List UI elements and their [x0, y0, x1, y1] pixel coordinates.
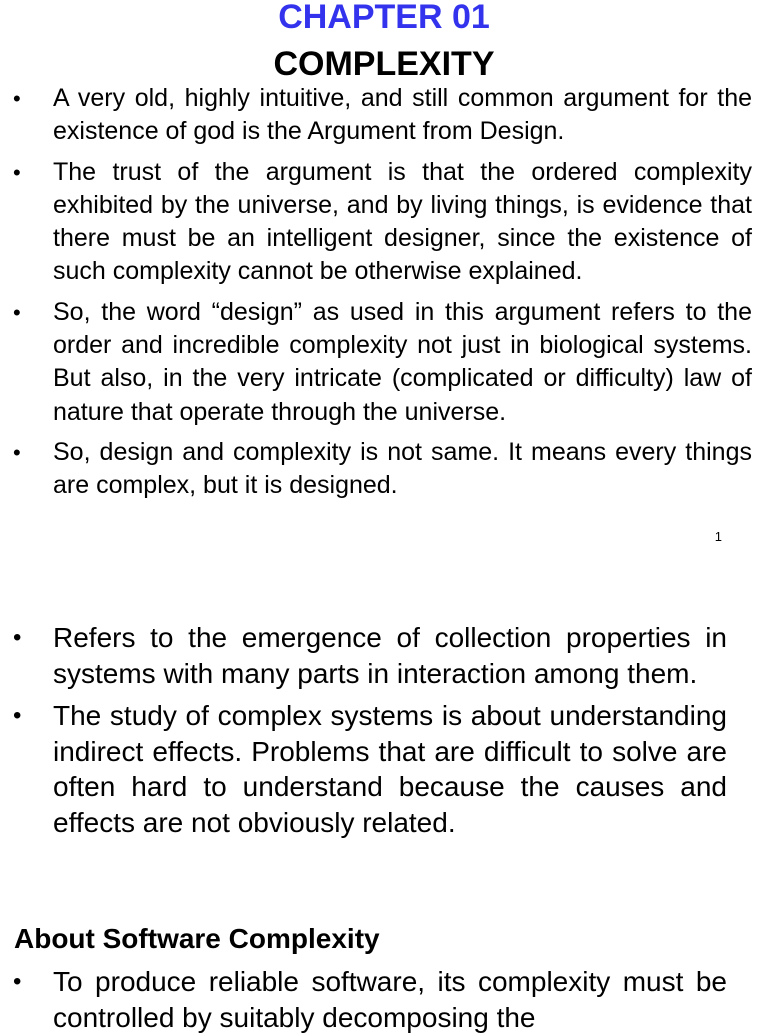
bullet-text: So, design and complexity is not same. It means every things are complex, but it is designed.	[53, 437, 752, 500]
page-number: 1	[714, 529, 722, 544]
bullet-list	[13, 964, 727, 1035]
bullet-item	[13, 436, 752, 503]
bullet-item	[13, 156, 752, 289]
bullet-text: The study of complex systems is about understanding indirect effects. Problems that are difficult to solve are often hard to understand because the causes and effects are not obviously related.	[53, 700, 727, 838]
bullet-text: A very old, highly intuitive, and still common argument for the existence of god is the Argument from Design.	[53, 84, 752, 146]
chapter-title: CHAPTER 01	[278, 0, 490, 36]
bullet-list	[13, 620, 727, 848]
bullet-text: So, the word “design” as used in this argument refers to the order and incredible complexity not just in biological systems. But also, in the very intricate (complicated or difficulty) law of nature that operate through the universe.	[53, 297, 752, 426]
bullet-text: To produce reliable software, its complexity must be controlled by suitably decomposing the	[53, 966, 727, 1033]
bullet-icon: •	[13, 439, 21, 465]
bullet-text: Refers to the emergence of collection properties in systems with many parts in interaction among them.	[53, 622, 727, 689]
bullet-icon: •	[13, 702, 22, 730]
topic-title: COMPLEXITY	[273, 45, 495, 83]
bullet-icon: •	[13, 968, 22, 995]
slide-2	[0, 560, 768, 1033]
bullet-icon: •	[13, 86, 21, 111]
bullet-text: The trust of the argument is that the ordered complexity exhibited by the universe, and by living things, is evidence that there must be an intelligent designer, since the existence of such complexity cannot be otherwise explained.	[53, 157, 752, 286]
bullet-icon: •	[13, 299, 21, 325]
bullet-icon: •	[13, 624, 22, 651]
bullet-item	[13, 620, 727, 691]
bullet-item	[13, 296, 752, 429]
bullet-item	[13, 964, 727, 1035]
bullet-icon: •	[13, 159, 21, 185]
bullet-item	[13, 698, 727, 840]
bullet-item	[13, 82, 752, 149]
section-heading: About Software Complexity	[14, 923, 380, 954]
bullet-list	[13, 82, 752, 510]
